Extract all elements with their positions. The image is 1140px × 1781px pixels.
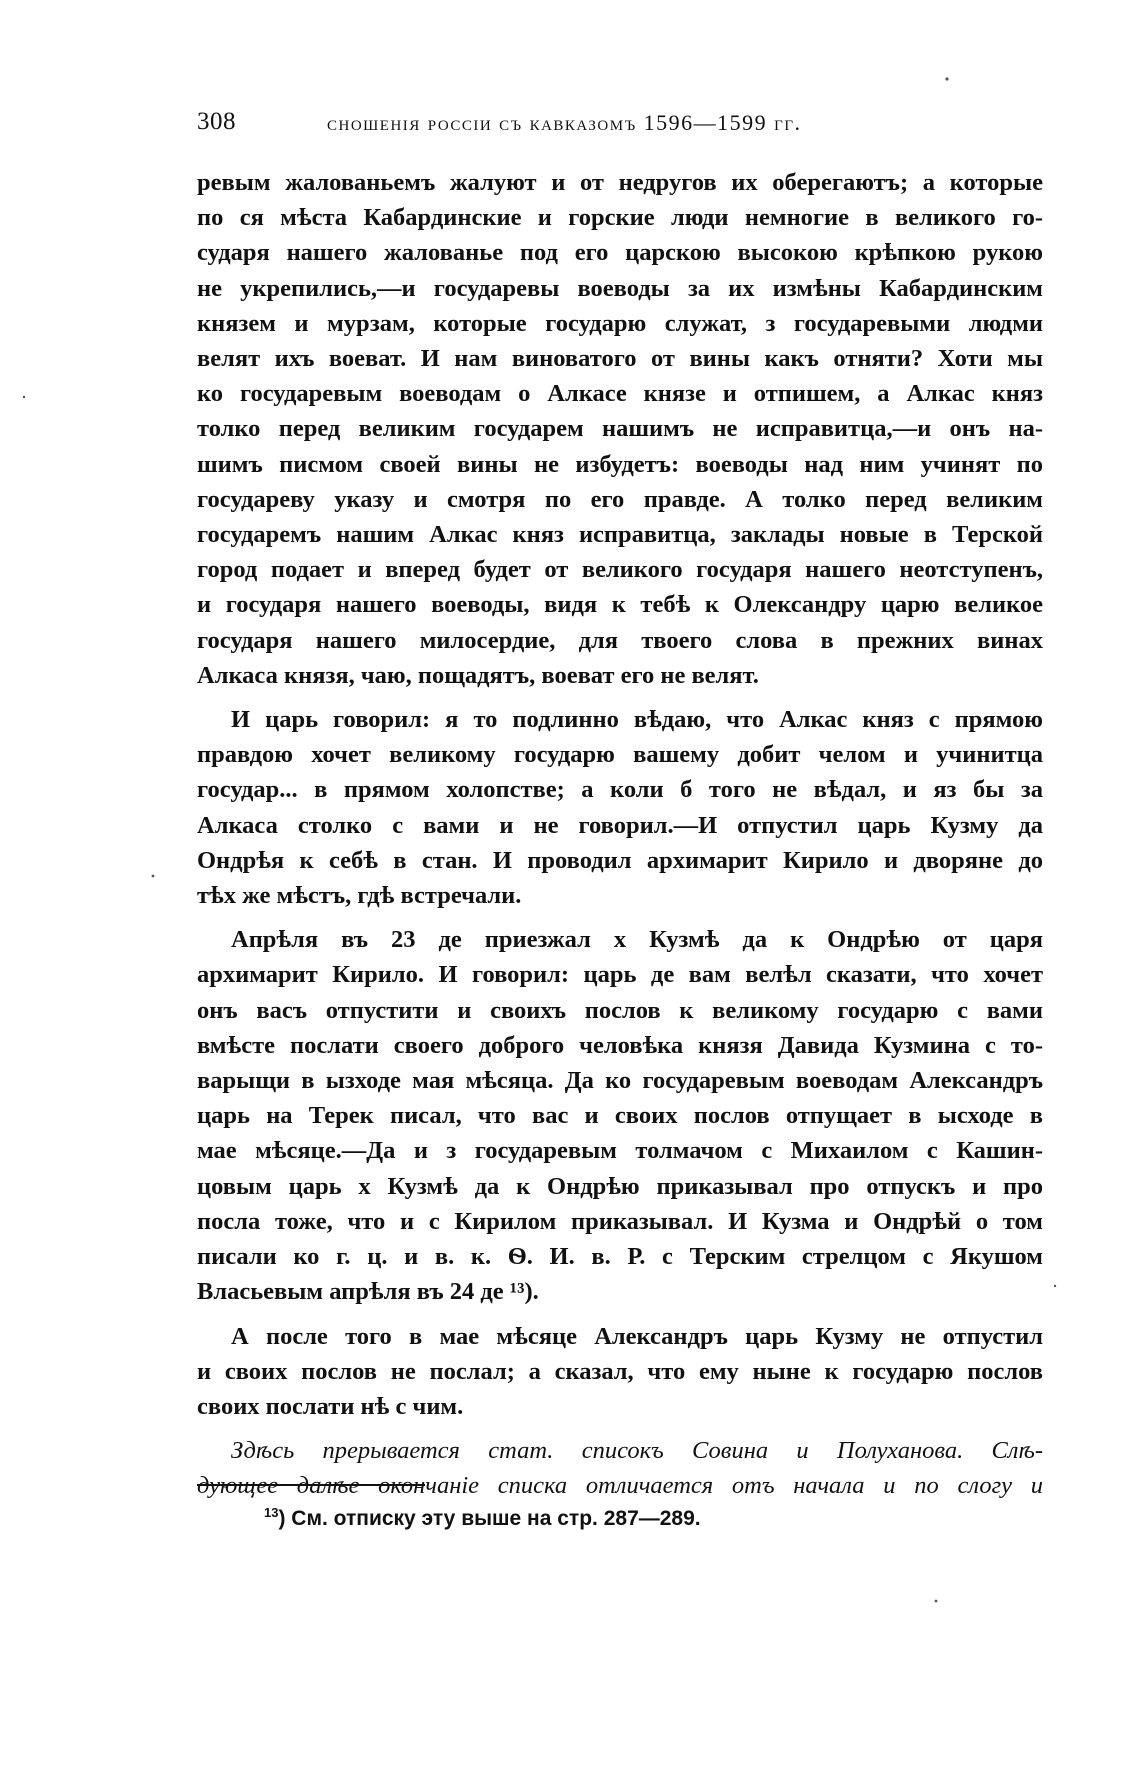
scan-speck: [152, 875, 155, 878]
text-line: правдою хочет великому государю вашему добит челом и учинитца: [197, 741, 1043, 769]
text-line: ко государевым воеводам о Алкасе князе и отпишем, а Алкас княз: [197, 380, 1043, 408]
text-line: цовым царь х Кузмѣ да к Ондрѣю приказывал про отпускъ и про: [197, 1172, 1043, 1200]
text-line: дующее далѣе окончаніе списка отличается отъ начала и по слогу и: [197, 1472, 1043, 1500]
footnote-text: ) См. отписку эту выше на стр. 287—289.: [278, 1507, 701, 1530]
text-line: Апрѣля въ 23 де приезжал х Кузмѣ да к Ондрѣю от царя: [231, 926, 1043, 954]
text-line: писали ко г. ц. и в. к. Ѳ. И. в. Р. с Терским стрелцом с Якушом: [197, 1243, 1043, 1271]
text-line: царь на Терек писал, что вас и своих послов отпущает в ысходе в: [197, 1102, 1043, 1130]
text-line: ревым жалованьемъ жалуют и от недругов их оберегаютъ; а которые: [197, 169, 1043, 196]
text-line: город подает и вперед будет от великого государя нашего неотступенъ,: [197, 556, 1043, 584]
text-line: шимъ писмом своей вины не избудетъ: воеводы над ним учинят по: [197, 450, 1043, 478]
scan-speck: [23, 396, 25, 398]
page-header: [197, 108, 1043, 148]
text-line: варыщи в ызходе мая мѣсяца. Да ко государевым воеводам Александръ: [197, 1067, 1043, 1095]
text-line: государ... в прямом холопстве; а коли б того не вѣдал, и яз бы за: [197, 776, 1043, 804]
scan-speck: [945, 77, 948, 80]
text-line: не укрепились,—и государевы воеводы за их измѣны Кабардинским: [197, 274, 1043, 302]
text-line: тѣх же мѣстъ, гдѣ встречали.: [197, 882, 522, 910]
text-line: государемъ нашим Алкас княз исправитца, заклады новые в Терской: [197, 521, 1043, 549]
text-line: своих послати нѣ с чим.: [197, 1392, 464, 1420]
text-line: вмѣсте послати своего доброго человѣка князя Давида Кузмина с то-: [197, 1031, 1043, 1059]
text-line: толко перед великим государем нашимъ не исправитца,—и онъ на-: [197, 415, 1043, 443]
text-line: А после того в мае мѣсяце Александръ царь Кузму не отпустил: [231, 1322, 1043, 1350]
text-line: и своих послов не послал; а сказал, что ему ныне к государю послов: [197, 1357, 1043, 1385]
footnote-marker: 13: [264, 1505, 279, 1520]
footnote-rule: [197, 1484, 425, 1486]
footnote: [264, 1505, 701, 1531]
text-line: мае мѣсяце.—Да и з государевым толмачом с Михаилом с Кашин-: [197, 1137, 1043, 1165]
text-line: онъ васъ отпустити и своихъ послов к великому государю с вами: [197, 996, 1043, 1024]
paragraph-gap: [197, 693, 1043, 702]
body-text: [197, 165, 1043, 1504]
paragraph-gap: [197, 1424, 1043, 1433]
paragraph: [197, 922, 1043, 1309]
scan-speck: [1054, 1285, 1056, 1287]
text-line: Ондрѣя к себѣ в стан. И проводил архимарит Кирило и дворяне до: [197, 846, 1043, 874]
text-line: Здѣсь прерывается стат. списокъ Совина и Полуханова. Слѣ-: [231, 1437, 1043, 1465]
text-line: и государя нашего воеводы, видя к тебѣ к Олександру царю великое: [197, 591, 1043, 619]
paragraph: [197, 1319, 1043, 1425]
paragraph-gap: [197, 913, 1043, 922]
text-line: по ся мѣста Кабардинские и горские люди немногие в великого го-: [197, 204, 1043, 232]
text-line: И царь говорил: я то подлинно вѣдаю, что Алкас княз с прямою: [231, 706, 1043, 734]
text-line: архимарит Кирило. И говорил: царь де вам велѣл сказати, что хочет: [197, 961, 1043, 989]
text-line: посла тоже, что и с Кирилом приказывал. И Кузма и Ондрѣй о том: [197, 1207, 1043, 1235]
text-line: князем и мурзам, которые государю служат, з государевыми людми: [197, 309, 1043, 337]
text-line: Власьевым апрѣля въ 24 де ¹³).: [197, 1278, 539, 1306]
paragraph: [197, 165, 1043, 693]
editorial-note: [197, 1433, 1043, 1503]
text-line: Алкаса столко с вами и не говорил.—И отпустил царь Кузму да: [197, 811, 1043, 839]
text-line: сударя нашего жалованье под его царскою высокою крѣпкою рукою: [197, 239, 1043, 267]
page-number: 308: [197, 108, 236, 135]
text-line: Алкаса князя, чаю, пощадятъ, воеват его не велят.: [197, 661, 759, 689]
running-title: сношенія россіи съ кавказомъ 1596—1599 гг.: [327, 110, 802, 135]
text-line: государеву указу и смотря по его правде. А толко перед великим: [197, 485, 1043, 513]
text-line: государя нашего милосердие, для твоего слова в прежних винах: [197, 626, 1043, 654]
scan-speck: [935, 1600, 938, 1603]
text-line: велят ихъ воеват. И нам виноватого от вины какъ отняти? Хоти мы: [197, 345, 1043, 373]
paragraph: [197, 702, 1043, 913]
paragraph-gap: [197, 1310, 1043, 1319]
